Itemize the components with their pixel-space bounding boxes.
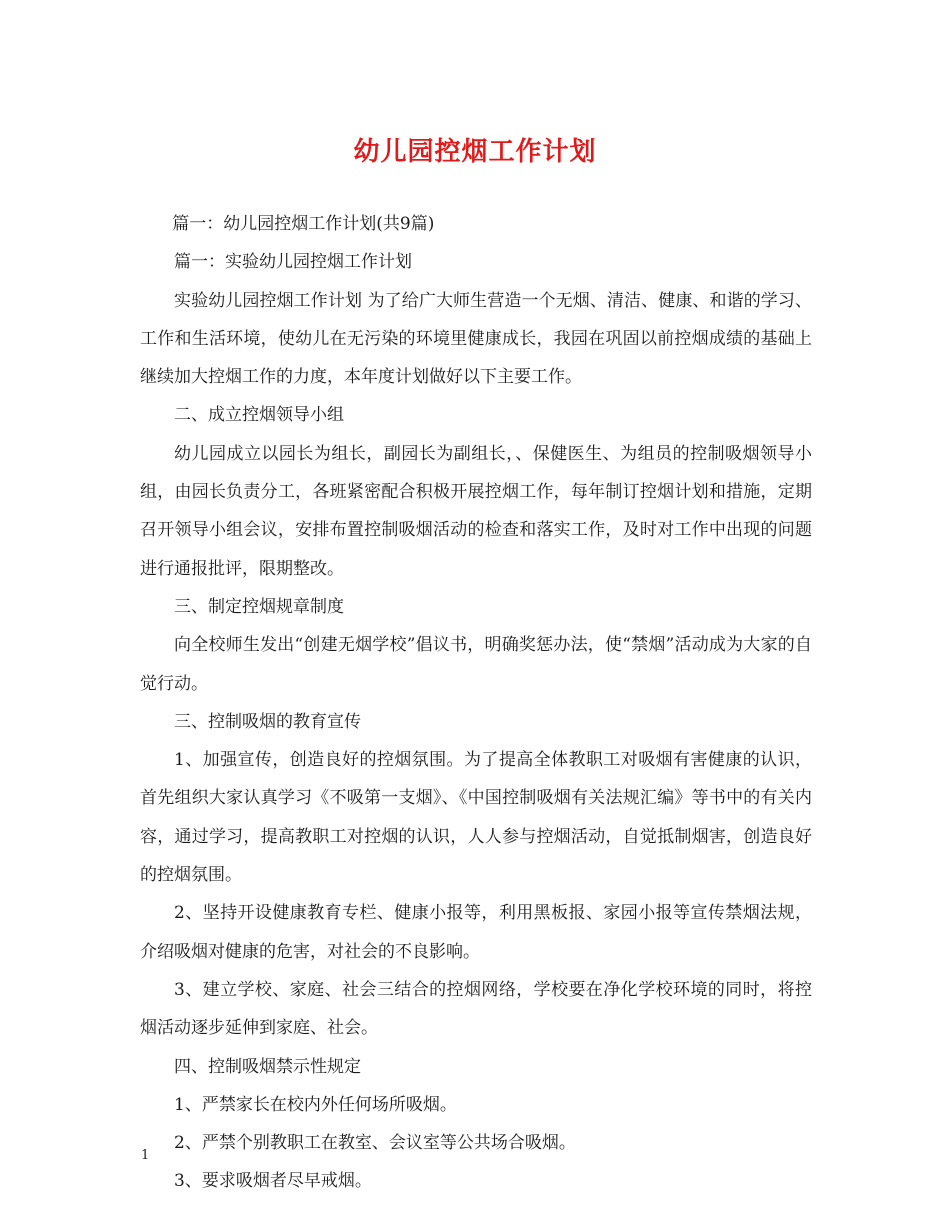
paragraph-prohibition-3: 3、要求吸烟者尽早戒烟。 <box>174 1171 372 1192</box>
paragraph-education-3: 3、建立学校、家庭、社会三结合的控烟网络，学校要在净化学校环境的同时，将控烟活动逐步延伸到家庭、社会。 <box>140 979 812 1039</box>
paragraph-leadership: 幼儿园成立以园长为组长，副园长为副组长，、保健医生、为组员的控制吸烟领导小组，由园长负责分工，各班紧密配合积极开展控烟工作，每年制订控烟计划和措施，定期召开领导小组会议，安排布置控制吸烟活动的检查和落实工作，及时对工作中出现的问题进行通报批评，限期整改。 <box>140 443 812 579</box>
paragraph-rules: 向全校师生发出“创建无烟学校”倡议书，明确奖惩办法，使“禁烟”活动成为大家的自觉行动。 <box>140 635 812 694</box>
page-number: 1 <box>141 1148 150 1163</box>
document-title: 幼儿园控烟工作计划 <box>353 137 597 167</box>
paragraph-intro: 实验幼儿园控烟工作计划 为了给广大师生营造一个无烟、清洁、健康、和谐的学习、工作和生活环境，使幼儿在无污染的环境里健康成长，我园在巩固以前控烟成绩的基础上继续加大控烟工作的力度，本年度计划做好以下主要工作。 <box>140 290 812 388</box>
paragraph-education-1: 1、加强宣传，创造良好的控烟氛围。为了提高全体教职工对吸烟有害健康的认识，首先组织大家认真学习《不吸第一支烟》、《中国控制吸烟有关法规汇编》等书中的有关内容，通过学习，提高教职工对控烟的认识，人人参与控烟活动，自觉抵制烟害，创造良好的控烟氛围。 <box>140 750 812 886</box>
section-heading-prohibitions: 四、控制吸烟禁示性规定 <box>174 1056 361 1077</box>
paragraph-prohibition-1: 1、严禁家长在校内外任何场所吸烟。 <box>174 1094 457 1115</box>
paragraph-education-2: 2、坚持开设健康教育专栏、健康小报等，利用黑板报、家园小报等宣传禁烟法规，介绍吸烟对健康的危害，对社会的不良影响。 <box>140 903 812 962</box>
section-heading-rules: 三、制定控烟规章制度 <box>174 596 344 617</box>
paragraph-article-heading: 篇一：实验幼儿园控烟工作计划 <box>174 252 412 273</box>
paragraph-series-heading: 篇一：幼儿园控烟工作计划(共9篇) <box>172 214 435 234</box>
section-heading-leadership: 二、成立控烟领导小组 <box>174 405 344 426</box>
paragraph-prohibition-2: 2、严禁个别教职工在教室、会议室等公共场合吸烟。 <box>174 1133 576 1154</box>
section-heading-education: 三、控制吸烟的教育宣传 <box>174 711 361 732</box>
document-body <box>140 205 812 1201</box>
